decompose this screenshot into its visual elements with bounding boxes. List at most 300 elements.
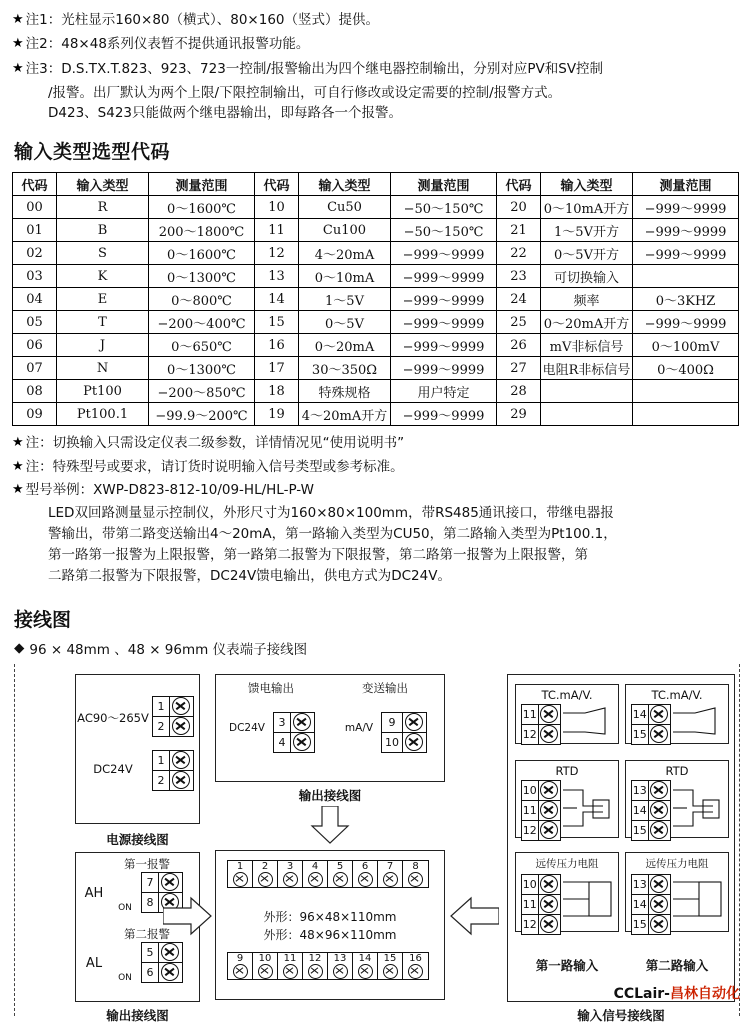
note-label: 注1： xyxy=(25,12,62,28)
table-cell: 26 xyxy=(497,334,541,357)
table-cell: 00 xyxy=(13,196,57,219)
terminal-cell xyxy=(278,861,303,887)
table-cell: −200～850℃ xyxy=(149,380,255,403)
input2-press-sensor-icon xyxy=(673,874,727,926)
terminal-number: 11 xyxy=(522,895,539,914)
terminal-number: 14 xyxy=(632,801,649,820)
table-cell: 24 xyxy=(497,288,541,311)
terminal-number: 14 xyxy=(632,895,649,914)
terminal-strip-top xyxy=(227,860,429,888)
input1-tc-terminals xyxy=(521,704,561,745)
table-cell: J xyxy=(57,334,149,357)
table-cell: E xyxy=(57,288,149,311)
wiring-diagram xyxy=(14,664,740,1023)
table-cell: −200～400℃ xyxy=(149,311,255,334)
table-header-cell: 代码 xyxy=(497,173,541,196)
table-cell: 13 xyxy=(255,265,299,288)
table-cell: 可切换输入 xyxy=(541,265,633,288)
feed-title: 馈电输出 xyxy=(248,680,294,695)
note-item xyxy=(12,34,738,54)
terminal-number: 15 xyxy=(383,952,397,964)
table-cell: 08 xyxy=(13,380,57,403)
note-text: D.S.TX.T.823、923、723一控制/报警输出为四个继电器控制输出，分别对应PV和SV控制 xyxy=(61,60,604,77)
screw-icon xyxy=(258,872,273,887)
terminal-number: 12 xyxy=(308,952,322,964)
table-cell: 29 xyxy=(497,403,541,426)
screw-icon xyxy=(308,872,323,887)
table-cell: 0～3KHZ xyxy=(633,288,739,311)
terminal-number: 9 xyxy=(382,713,403,732)
star-icon: ★ xyxy=(12,435,24,451)
screw-icon xyxy=(649,821,670,839)
terminal-number: 11 xyxy=(283,952,297,964)
note-text: 光柱显示160×80（横式）、80×160（竖式）提供。 xyxy=(61,12,380,28)
terminal-number: 12 xyxy=(522,915,539,934)
transmit-title: 变送输出 xyxy=(362,680,408,695)
table-cell: 14 xyxy=(255,288,299,311)
terminal-number: 2 xyxy=(261,860,269,872)
table-cell: 16 xyxy=(255,334,299,357)
table-header-cell: 输入类型 xyxy=(299,173,391,196)
screw-icon xyxy=(159,943,181,961)
after-table-notes xyxy=(12,433,738,586)
table-cell: 频率 xyxy=(541,288,633,311)
table-cell: Pt100.1 xyxy=(57,403,149,426)
screw-icon xyxy=(403,733,425,751)
note-text: 注：切换输入只需设定仪表二级参数，详情情况见“使用说明书” xyxy=(25,435,405,452)
note-text: 注：特殊型号或要求，请订货时说明输入信号类型或参考标准。 xyxy=(25,458,404,475)
table-cell: −999～9999 xyxy=(633,242,739,265)
terminal-number: 15 xyxy=(632,915,649,934)
enclosure-size-2: 外形：48×96×110mm xyxy=(263,927,397,942)
table-cell: 21 xyxy=(497,219,541,242)
note-item xyxy=(12,433,738,453)
table-cell: 0～650℃ xyxy=(149,334,255,357)
note-text: 48×48系列仪表暂不提供通讯报警功能。 xyxy=(61,36,310,53)
note3-continuation-1: /报警。出厂默认为两个上限/下限控制输出，可自行修改或设定需要的控制/报警方式。 xyxy=(48,84,562,101)
table-row xyxy=(13,357,739,380)
transmit-ma-label: mA/V xyxy=(344,721,374,734)
alarm2-on-label: ON xyxy=(118,972,132,983)
terminal-number: 6 xyxy=(142,963,159,982)
table-row xyxy=(13,219,739,242)
terminal-number: 14 xyxy=(632,705,649,724)
top-notes xyxy=(12,10,738,123)
screw-icon xyxy=(258,964,273,979)
input2-caption: 第二路输入 xyxy=(645,957,709,973)
alarm1-label: AH xyxy=(84,885,104,901)
screw-icon xyxy=(649,725,670,743)
note-label: 注2： xyxy=(25,36,62,53)
table-cell: 02 xyxy=(13,242,57,265)
screw-icon xyxy=(291,713,313,731)
note-item xyxy=(12,457,738,477)
table-cell: −999～9999 xyxy=(391,242,497,265)
terminal-cell xyxy=(378,861,403,887)
table-cell: 17 xyxy=(255,357,299,380)
input1-press-title: 远传压力电阻 xyxy=(535,857,599,870)
terminal-number: 6 xyxy=(361,860,369,872)
input2-rtd-title: RTD xyxy=(665,763,689,778)
power-ac-terminals xyxy=(152,696,194,737)
table-cell: Cu100 xyxy=(299,219,391,242)
table-header-cell: 测量范围 xyxy=(391,173,497,196)
table-cell xyxy=(633,403,739,426)
screw-icon xyxy=(649,875,670,893)
screw-icon xyxy=(649,801,670,819)
table-cell: −999～9999 xyxy=(391,311,497,334)
alarm2-title: 第二报警 xyxy=(124,926,170,941)
table-cell: 0～5V开方 xyxy=(541,242,633,265)
terminal-number: 10 xyxy=(522,781,539,800)
star-icon: ★ xyxy=(12,458,24,474)
star-icon: ★ xyxy=(12,60,24,76)
screw-icon xyxy=(649,705,670,723)
table-row xyxy=(13,288,739,311)
terminal-number: 9 xyxy=(236,952,244,964)
terminal-number: 3 xyxy=(274,713,291,732)
table-cell: −999～9999 xyxy=(633,196,739,219)
terminal-cell xyxy=(228,953,253,979)
terminal-number: 3 xyxy=(286,860,294,872)
note-label: 注3： xyxy=(25,60,62,77)
model-example-line: 警输出，带第二路变送输出4～20mA，第一路输入类型为CU50，第二路输入类型为Pt100.1， xyxy=(48,525,617,542)
table-cell: N xyxy=(57,357,149,380)
brand-cn: 昌林自动化 xyxy=(670,986,740,1002)
wiring-subtitle xyxy=(14,638,738,658)
alarm1-on-label: ON xyxy=(118,902,132,913)
terminal-number: 11 xyxy=(522,705,539,724)
star-icon: ★ xyxy=(12,12,24,27)
table-cell: −50～150℃ xyxy=(391,219,497,242)
arrow-left-big-icon xyxy=(449,896,499,936)
screw-icon xyxy=(170,717,192,735)
page-title-input-codes: 输入类型选型代码 xyxy=(14,141,171,164)
terminal-cell xyxy=(353,861,378,887)
terminal-number: 4 xyxy=(274,733,291,752)
alarm1-title: 第一报警 xyxy=(124,856,170,871)
terminal-number: 8 xyxy=(412,860,419,872)
table-cell: B xyxy=(57,219,149,242)
screw-icon xyxy=(333,964,348,979)
table-cell: 20 xyxy=(497,196,541,219)
terminal-number: 12 xyxy=(522,725,539,744)
feed-dc-label: DC24V xyxy=(229,721,265,734)
footer-brand xyxy=(614,983,740,1003)
terminal-number: 5 xyxy=(142,943,159,962)
table-header-cell: 输入类型 xyxy=(57,173,149,196)
note3-continuation-2: D423、S423只能做两个继电器输出，即每路各一个报警。 xyxy=(48,105,402,121)
table-cell: 0～800℃ xyxy=(149,288,255,311)
table-row xyxy=(13,311,739,334)
terminal-number: 12 xyxy=(522,821,539,840)
screw-icon xyxy=(403,713,425,731)
screw-icon xyxy=(383,964,398,979)
table-cell: −999～9999 xyxy=(391,265,497,288)
table-cell: 25 xyxy=(497,311,541,334)
note-item xyxy=(12,10,738,30)
table-cell: −99.9～200℃ xyxy=(149,403,255,426)
page-title-wiring: 接线图 xyxy=(14,608,72,631)
wiring-subtitle-text: 96 × 48mm 、48 × 96mm 仪表端子接线图 xyxy=(29,641,308,658)
terminal-number: 13 xyxy=(632,781,649,800)
table-cell: −50～150℃ xyxy=(391,196,497,219)
model-example-line: 二路第二报警为下限报警，DC24V馈电输出，供电方式为DC24V。 xyxy=(48,567,451,584)
screw-icon xyxy=(291,733,313,751)
screw-icon xyxy=(308,964,323,979)
screw-icon xyxy=(649,781,670,799)
table-cell: 04 xyxy=(13,288,57,311)
terminal-number: 16 xyxy=(409,952,422,964)
terminal-cell xyxy=(303,953,328,979)
screw-icon xyxy=(539,915,560,933)
terminal-number: 1 xyxy=(153,751,170,770)
table-cell: −999～9999 xyxy=(391,334,497,357)
table-cell: 0～1600℃ xyxy=(149,196,255,219)
screw-icon xyxy=(333,872,348,887)
terminal-cell xyxy=(278,953,303,979)
table-cell: −999～9999 xyxy=(391,403,497,426)
terminal-cell xyxy=(303,861,328,887)
table-cell: −999～9999 xyxy=(633,311,739,334)
table-header-cell: 代码 xyxy=(255,173,299,196)
table-cell: 0～20mA开方 xyxy=(541,311,633,334)
terminal-cell xyxy=(378,953,403,979)
table-cell: 19 xyxy=(255,403,299,426)
terminal-number: 13 xyxy=(632,875,649,894)
table-row xyxy=(13,196,739,219)
power-dc-label: DC24V xyxy=(93,761,133,776)
table-cell: 11 xyxy=(255,219,299,242)
table-cell: 电阻R非标信号 xyxy=(541,357,633,380)
table-cell: 30～350Ω xyxy=(299,357,391,380)
terminal-number: 10 xyxy=(382,733,403,752)
terminal-cell xyxy=(328,861,353,887)
screw-icon xyxy=(383,872,398,887)
table-row xyxy=(13,265,739,288)
table-cell: 27 xyxy=(497,357,541,380)
table-cell: 06 xyxy=(13,334,57,357)
input2-tc-sensor-icon xyxy=(673,704,723,742)
terminal-cell xyxy=(403,861,428,887)
table-cell: 0～10mA开方 xyxy=(541,196,633,219)
table-cell: 0～10mA xyxy=(299,265,391,288)
table-cell: K xyxy=(57,265,149,288)
terminal-cell xyxy=(253,953,278,979)
note-item xyxy=(12,480,738,500)
input2-rtd-terminals xyxy=(631,780,671,841)
terminal-strip-bottom xyxy=(227,952,429,980)
table-header-cell: 代码 xyxy=(13,173,57,196)
terminal-cell xyxy=(403,953,428,979)
table-cell: 0～100mV xyxy=(633,334,739,357)
screw-icon xyxy=(170,751,192,769)
table-cell: Cu50 xyxy=(299,196,391,219)
terminal-number: 10 xyxy=(522,875,539,894)
alarm2-label: AL xyxy=(85,955,103,971)
terminal-cell xyxy=(353,953,378,979)
table-cell: Pt100 xyxy=(57,380,149,403)
enclosure-size-1: 外形：96×48×110mm xyxy=(263,909,397,924)
screw-icon xyxy=(159,873,181,891)
screw-icon xyxy=(170,697,192,715)
brand-en: CCLair- xyxy=(613,986,670,1002)
power-ac-label: AC90～265V xyxy=(77,710,149,725)
table-cell: 0～400Ω xyxy=(633,357,739,380)
table-header-row xyxy=(13,173,739,196)
table-cell: 23 xyxy=(497,265,541,288)
table-cell: 4～20mA xyxy=(299,242,391,265)
table-cell: −999～9999 xyxy=(391,357,497,380)
table-cell: 09 xyxy=(13,403,57,426)
terminal-number: 7 xyxy=(142,873,159,892)
table-cell: 07 xyxy=(13,357,57,380)
screw-icon xyxy=(159,963,181,981)
screw-icon xyxy=(649,895,670,913)
table-cell: 22 xyxy=(497,242,541,265)
screw-icon xyxy=(539,895,560,913)
terminal-number: 15 xyxy=(632,821,649,840)
screw-icon xyxy=(283,964,298,979)
table-cell: 28 xyxy=(497,380,541,403)
table-cell: 0～1600℃ xyxy=(149,242,255,265)
screw-icon xyxy=(170,771,192,789)
output-caption: 输出接线图 xyxy=(106,1007,169,1023)
screw-icon xyxy=(358,964,373,979)
note-item xyxy=(12,59,738,79)
table-cell: 0～1300℃ xyxy=(149,357,255,380)
table-cell: 特殊规格 xyxy=(299,380,391,403)
terminal-number: 1 xyxy=(153,697,170,716)
input-type-code-table xyxy=(12,172,739,426)
input2-rtd-sensor-icon xyxy=(673,782,725,832)
terminal-number: 8 xyxy=(142,893,159,912)
input2-press-terminals xyxy=(631,874,671,935)
table-cell: 15 xyxy=(255,311,299,334)
screw-icon xyxy=(233,964,248,979)
table-cell: R xyxy=(57,196,149,219)
input1-rtd-sensor-icon xyxy=(563,782,615,832)
diamond-icon: ◆ xyxy=(14,639,25,656)
table-cell: −999～9999 xyxy=(391,288,497,311)
terminal-cell xyxy=(253,861,278,887)
screw-icon xyxy=(539,781,560,799)
star-icon: ★ xyxy=(12,36,24,52)
terminal-cell xyxy=(228,861,253,887)
table-cell: 200～1800℃ xyxy=(149,219,255,242)
terminal-number: 1 xyxy=(236,860,244,872)
arrow-right-big-icon xyxy=(163,896,213,936)
input1-press-sensor-icon xyxy=(563,874,617,926)
screw-icon xyxy=(539,875,560,893)
screw-icon xyxy=(539,821,560,839)
table-cell: 4～20mA开方 xyxy=(299,403,391,426)
table-row xyxy=(13,242,739,265)
table-cell: 01 xyxy=(13,219,57,242)
terminal-number: 14 xyxy=(358,952,372,964)
input2-tc-terminals xyxy=(631,704,671,745)
input-caption: 输入信号接线图 xyxy=(577,1007,665,1023)
table-cell: 05 xyxy=(13,311,57,334)
power-dc-terminals xyxy=(152,750,194,791)
table-cell: 12 xyxy=(255,242,299,265)
screw-icon xyxy=(408,964,423,979)
table-cell: 1～5V xyxy=(299,288,391,311)
table-cell: 0～5V xyxy=(299,311,391,334)
table-cell xyxy=(541,380,633,403)
terminal-number: 10 xyxy=(258,952,272,964)
table-cell: 18 xyxy=(255,380,299,403)
table-cell: −999～9999 xyxy=(633,219,739,242)
input1-press-terminals xyxy=(521,874,561,935)
input2-press-title: 远传压力电阻 xyxy=(645,857,709,870)
screw-icon xyxy=(408,872,423,887)
power-caption: 电源接线图 xyxy=(106,831,169,847)
terminal-number: 7 xyxy=(386,860,394,872)
alarm2-terminals xyxy=(141,942,183,983)
model-example-line: LED双回路测量显示控制仪，外形尺寸为160×80×100mm，带RS485通讯接口，带继电器报 xyxy=(48,505,614,521)
screw-icon xyxy=(283,872,298,887)
model-example-line: 第一路第一报警为上限报警，第一路第二报警为下限报警，第二路第一报警为上限报警，第 xyxy=(48,546,588,563)
input1-caption: 第一路输入 xyxy=(535,957,599,973)
output-top-caption: 输出接线图 xyxy=(298,787,362,803)
screw-icon xyxy=(649,915,670,933)
table-cell: S xyxy=(57,242,149,265)
star-icon: ★ xyxy=(12,481,24,497)
table-cell: 03 xyxy=(13,265,57,288)
table-row xyxy=(13,380,739,403)
input1-rtd-title: RTD xyxy=(555,763,579,778)
table-row xyxy=(13,403,739,426)
screw-icon xyxy=(358,872,373,887)
table-cell: 0～1300℃ xyxy=(149,265,255,288)
table-cell: mV非标信号 xyxy=(541,334,633,357)
table-cell: 1～5V开方 xyxy=(541,219,633,242)
table-header-cell: 输入类型 xyxy=(541,173,633,196)
screw-icon xyxy=(233,872,248,887)
table-cell xyxy=(541,403,633,426)
terminal-number: 11 xyxy=(522,801,539,820)
table-cell xyxy=(633,380,739,403)
input1-rtd-terminals xyxy=(521,780,561,841)
screw-icon xyxy=(539,725,560,743)
input1-tc-title: TC.mA/V. xyxy=(541,687,593,702)
terminal-number: 13 xyxy=(333,952,347,964)
table-cell: 0～20mA xyxy=(299,334,391,357)
arrow-down-icon xyxy=(310,806,350,844)
terminal-number: 5 xyxy=(336,860,344,872)
table-cell xyxy=(633,265,739,288)
table-cell: 10 xyxy=(255,196,299,219)
table-header-cell: 测量范围 xyxy=(149,173,255,196)
table-cell: 用户特定 xyxy=(391,380,497,403)
input2-tc-title: TC.mA/V. xyxy=(651,687,703,702)
feed-terminals xyxy=(273,712,315,753)
input1-tc-sensor-icon xyxy=(563,704,613,742)
transmit-terminals xyxy=(381,712,427,753)
terminal-number: 2 xyxy=(153,717,170,736)
screw-icon xyxy=(539,705,560,723)
terminal-number: 2 xyxy=(153,771,170,790)
terminal-number: 15 xyxy=(632,725,649,744)
terminal-cell xyxy=(328,953,353,979)
note-text: 型号举例：XWP-D823-812-10/09-HL/HL-P-W xyxy=(25,481,314,498)
table-row xyxy=(13,334,739,357)
terminal-number: 4 xyxy=(311,860,319,872)
table-header-cell: 测量范围 xyxy=(633,173,739,196)
screw-icon xyxy=(539,801,560,819)
table-cell: T xyxy=(57,311,149,334)
